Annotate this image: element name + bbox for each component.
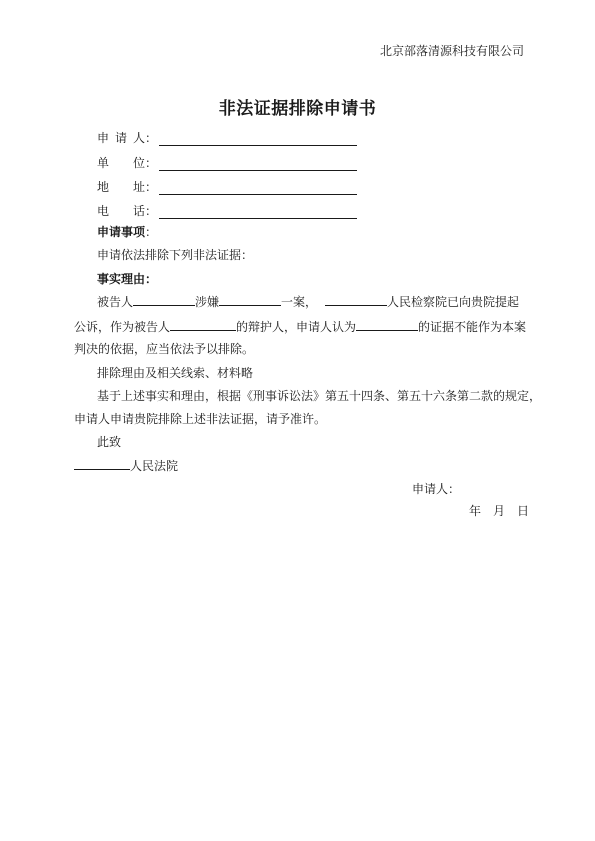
basis-line-2: 申请人申请贵院排除上述非法证据，请予准许。 bbox=[74, 412, 327, 426]
date-label: 年 月 日 bbox=[469, 504, 530, 518]
charge-blank[interactable] bbox=[219, 292, 281, 306]
court-line bbox=[74, 456, 178, 474]
salutation: 此致 bbox=[97, 435, 122, 449]
address-label: 地址 bbox=[97, 180, 145, 194]
facts-line1-text-a: 被告人 bbox=[97, 295, 134, 309]
phone-field-row bbox=[97, 201, 357, 219]
facts-line2-text-b: 的辩护人，申请人认为 bbox=[236, 320, 357, 334]
facts-line1-text-c: 一案， bbox=[281, 295, 318, 309]
defendant-blank[interactable] bbox=[133, 292, 195, 306]
address-colon: ： bbox=[145, 180, 158, 194]
unit-label: 单位 bbox=[97, 156, 145, 170]
facts-line2-text-a: 公诉，作为被告人 bbox=[74, 320, 171, 334]
clues-text: 排除理由及相关线索、材料略 bbox=[97, 366, 254, 380]
facts-line1-text-b: 涉嫌 bbox=[195, 295, 220, 309]
basis-line-1: 基于上述事实和理由，根据《刑事诉讼法》第五十四条、第五十六条第二款的规定， bbox=[97, 389, 542, 403]
phone-colon: ： bbox=[145, 204, 158, 218]
phone-blank-line[interactable] bbox=[159, 205, 357, 219]
signature-label: 申请人： bbox=[412, 482, 461, 496]
facts-line-3: 判决的依据，应当依法予以排除。 bbox=[74, 342, 255, 356]
unit-blank-line[interactable] bbox=[159, 157, 357, 171]
procuratorate-blank[interactable] bbox=[325, 292, 387, 306]
applicant-label: 申请人 bbox=[97, 131, 145, 145]
company-name: 北京部落清源科技有限公司 bbox=[379, 44, 524, 58]
facts-line-1 bbox=[97, 292, 519, 310]
document-title: 非法证据排除申请书 bbox=[218, 99, 377, 119]
phone-label: 电话 bbox=[97, 204, 145, 218]
address-blank-line[interactable] bbox=[159, 181, 357, 195]
applicant-field-row bbox=[97, 128, 357, 146]
matters-heading bbox=[97, 223, 157, 240]
applicant-blank-line[interactable] bbox=[159, 132, 357, 146]
matters-text: 申请依法排除下列非法证据： bbox=[97, 248, 254, 262]
applicant-colon: ： bbox=[145, 131, 158, 145]
court-blank[interactable] bbox=[74, 456, 130, 470]
facts-line1-text-d: 人民检察院已向贵院提起 bbox=[387, 295, 520, 309]
defendant-blank-2[interactable] bbox=[170, 317, 236, 331]
facts-heading: 事实理由： bbox=[97, 272, 158, 286]
matters-heading-text: 申请事项 bbox=[97, 225, 146, 239]
court-suffix: 人民法院 bbox=[130, 459, 179, 473]
evidence-blank[interactable] bbox=[356, 317, 418, 331]
facts-line2-text-c: 的证据不能作为本案 bbox=[418, 320, 527, 334]
address-field-row bbox=[97, 177, 357, 195]
facts-line-2 bbox=[74, 317, 526, 335]
unit-field-row bbox=[97, 153, 357, 171]
matters-heading-colon: ： bbox=[145, 225, 158, 239]
unit-colon: ： bbox=[145, 156, 158, 170]
